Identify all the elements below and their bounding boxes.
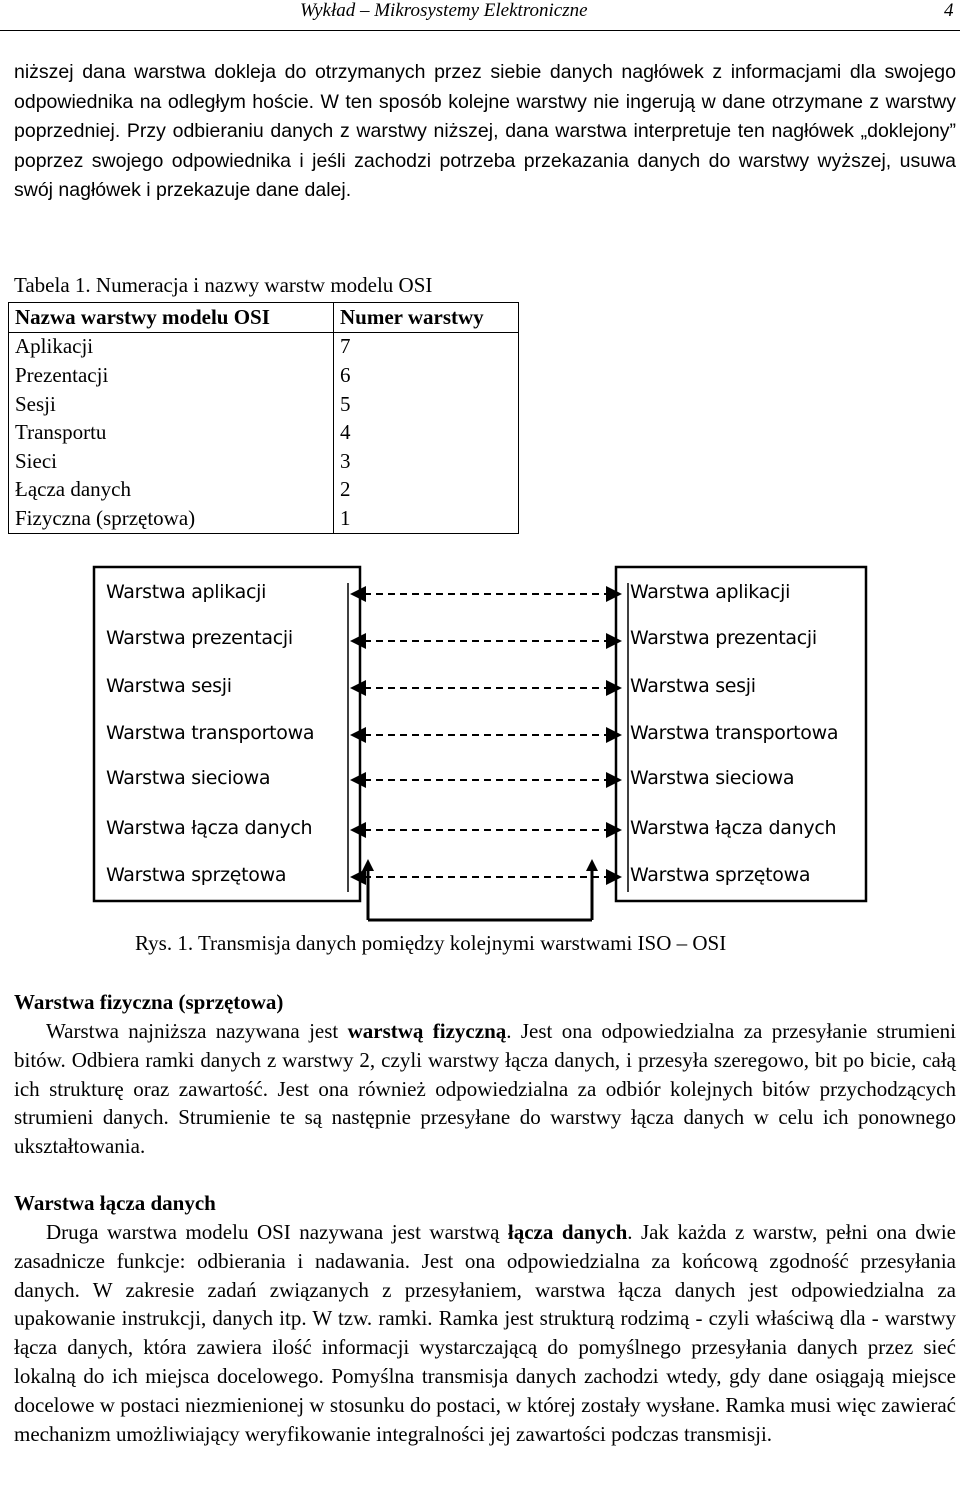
table-row (9, 447, 519, 476)
left-layer-datalink: Warstwa łącza danych (106, 817, 313, 839)
right-layer-transport: Warstwa transportowa (630, 722, 839, 744)
bold-term: łącza danych (507, 1220, 628, 1244)
layer-number-cell: 1 (334, 504, 519, 533)
osi-layers-table (8, 302, 519, 534)
text-run: Warstwa najniższa nazywana jest (46, 1019, 348, 1043)
table-row (9, 504, 519, 533)
left-layer-transport: Warstwa transportowa (106, 722, 315, 744)
table-row (9, 332, 519, 361)
right-layer-presentation: Warstwa prezentacji (630, 627, 817, 649)
table-row (9, 476, 519, 505)
intro-paragraph: niższej dana warstwa dokleja do otrzymanych przez siebie danych nagłówek z informacjami dla swojego odpowiednika na odległym hoście. W ten sposób kolejne warstwy nie ingerują w dane otrzymane z warstwy poprzedniej. Przy odbieraniu danych z warstwy niższej, dana warstwa interpretuje ten nagłówek „doklejony” poprzez swojego odpowiednika i jeśli zachodzi potrzeba przekazania danych do warstwy wyższej, usuwa swój nagłówek i przekazuje dane dalej. (14, 61, 956, 202)
layer-number-cell: 7 (334, 332, 519, 361)
text-run: Druga warstwa modelu OSI nazywana jest warstwą (46, 1220, 508, 1244)
column-header-name: Nazwa warstwy modelu OSI (9, 303, 334, 333)
page-number: 4 (944, 0, 954, 21)
left-layer-application: Warstwa aplikacji (106, 581, 267, 603)
table-row (9, 361, 519, 390)
layer-name-cell: Transportu (9, 418, 334, 447)
bold-term: warstwą fizyczną (347, 1019, 507, 1043)
left-layer-session: Warstwa sesji (106, 675, 232, 697)
layer-name-cell: Fizyczna (sprzętowa) (9, 504, 334, 533)
layer-name-cell: Łącza danych (9, 476, 334, 505)
left-layer-network: Warstwa sieciowa (106, 767, 271, 789)
table-row (9, 418, 519, 447)
text-run: . Jak każda z warstw, pełni ona dwie zasadnicze funkcje: odbierania i nadawania. Jest ona odpowiedzialna za końcową zgodność przesyłania danych. W zakresie zadań związanych z przesyłaniem, warstwa łącza danych jest odpowiedzialna za upakowanie instrukcji, danych itp. W tzw. ramki. Ramka jest strukturą rodzimą - czyli właściwą dla - warstwy łącza danych, która zawiera ilość informacji wystarczającą do pomyślnego przesyłania danych przez sieć lokalną do ich miejsca docelowego. Pomyślna transmisja danych zachodzi wtedy, gdy dane osiągają miejsce docelowe w postaci niezmienionej w stosunku do postaci, w której zostały wysłane. Ramka musi więc zawierać mechanizm umożliwiający weryfikowanie integralności jej zawartości podczas transmisji. (14, 1220, 956, 1446)
layer-number-cell: 3 (334, 447, 519, 476)
left-layer-physical: Warstwa sprzętowa (106, 864, 287, 886)
text-run: . Jest ona odpowiedzialna za przesyłanie strumieni bitów. Odbiera ramki danych z warstwy 2, czyli warstwy łącza danych, i przesyła szeregowo, bit po bicie, całą ich strukturę oraz zawartość. Jest ona również odpowiedzialna za odbiór kolejnych bitów przychodzących strumieni danych. Strumienie te są następnie przesyłane do warstwy łącza danych w celu ich ponownego ukształtowania. (14, 1019, 957, 1159)
osi-transmission-diagram (90, 565, 870, 935)
layer-name-cell: Sesji (9, 390, 334, 419)
section-heading-datalink: Warstwa łącza danych (14, 1191, 216, 1215)
section-heading-physical: Warstwa fizyczna (sprzętowa) (14, 990, 284, 1014)
layer-number-cell: 4 (334, 418, 519, 447)
table-row (9, 390, 519, 419)
layer-number-cell: 6 (334, 361, 519, 390)
right-layer-network: Warstwa sieciowa (630, 767, 795, 789)
table-caption: Tabela 1. Numeracja i nazwy warstw modelu OSI (14, 273, 433, 297)
right-layer-physical: Warstwa sprzętowa (630, 864, 811, 886)
layer-number-cell: 5 (334, 390, 519, 419)
header-title: Wykład – Mikrosystemy Elektroniczne (300, 0, 588, 21)
right-layer-datalink: Warstwa łącza danych (630, 817, 837, 839)
layer-name-cell: Prezentacji (9, 361, 334, 390)
section-text-datalink (14, 1218, 956, 1448)
table-header-row (9, 303, 519, 333)
column-header-number: Numer warstwy (334, 303, 519, 333)
page-header (0, 0, 960, 31)
layer-number-cell: 2 (334, 476, 519, 505)
figure-caption: Rys. 1. Transmisja danych pomiędzy kolejnymi warstwami ISO – OSI (135, 931, 727, 955)
layer-name-cell: Sieci (9, 447, 334, 476)
section-text-physical (14, 1017, 956, 1161)
left-layer-presentation: Warstwa prezentacji (106, 627, 293, 649)
layer-name-cell: Aplikacji (9, 332, 334, 361)
right-layer-session: Warstwa sesji (630, 675, 756, 697)
right-layer-application: Warstwa aplikacji (630, 581, 791, 603)
